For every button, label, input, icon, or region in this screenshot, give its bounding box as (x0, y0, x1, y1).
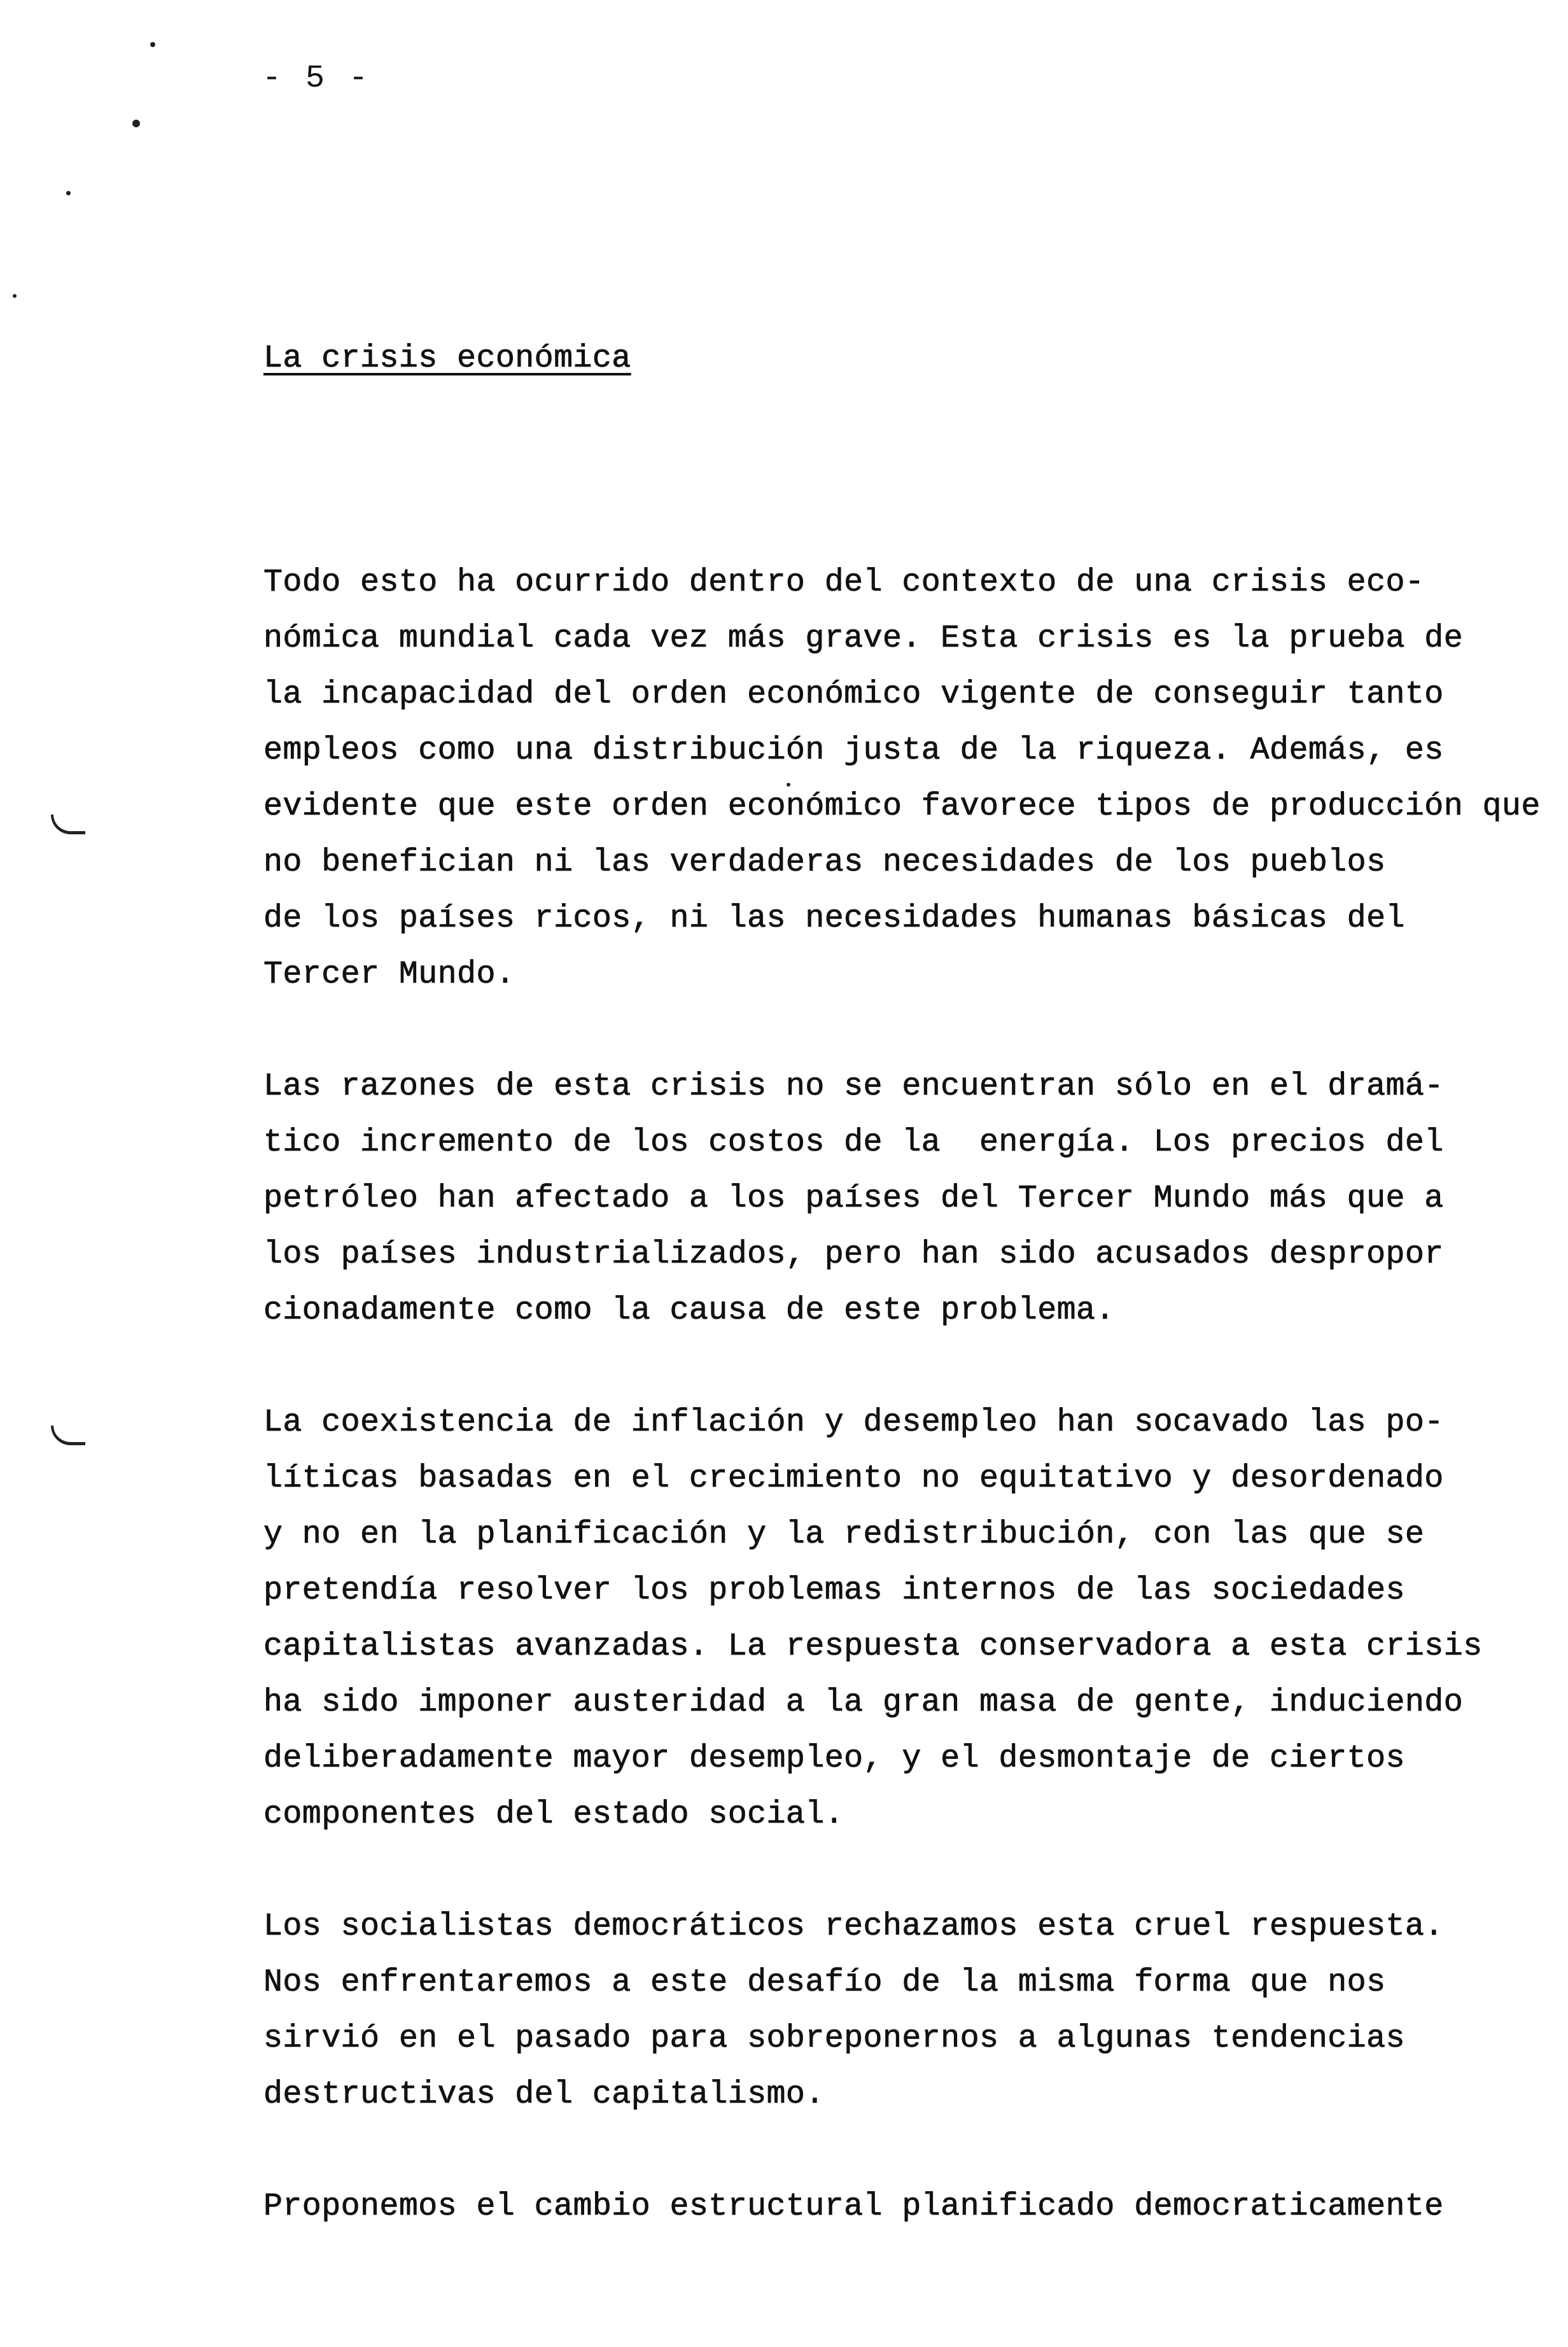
paragraph (263, 1059, 1541, 1339)
text-line: no benefician ni las verdaderas necesidades de los pueblos (263, 844, 1386, 881)
margin-speck (13, 294, 17, 298)
margin-speck (66, 191, 71, 195)
text-line: Todo esto ha ocurrido dentro del contexto de una crisis eco- (263, 564, 1425, 601)
text-line: nómica mundial cada vez más grave. Esta crisis es la prueba de (263, 620, 1464, 657)
text-line: tico incremento de los costos de la energía. Los precios del (263, 1124, 1444, 1161)
text-line: líticas basadas en el crecimiento no equitativo y desordenado (263, 1461, 1444, 1497)
text-line: componentes del estado social. (263, 1797, 844, 1833)
text-line: sirvió en el pasado para sobreponernos a algunas tendencias (263, 2021, 1405, 2057)
document-body (263, 219, 1541, 2347)
page-number: - 5 - (262, 60, 371, 97)
text-line: evidente que este orden económico favorece tipos de producción que (263, 788, 1541, 825)
margin-speck (132, 120, 140, 127)
margin-speck (150, 42, 155, 47)
text-line: y no en la planificación y la redistribución, con las que se (263, 1517, 1425, 1553)
text-line: Nos enfrentaremos a este desafío de la misma forma que nos (263, 1965, 1386, 2001)
paragraph (263, 1899, 1541, 2123)
paragraph (263, 2179, 1541, 2235)
text-line: deliberadamente mayor desempleo, y el desmontaje de ciertos (263, 1741, 1405, 1777)
text-line: los países industrializados, pero han sido acusados despropor (263, 1237, 1444, 1273)
text-line: petróleo han afectado a los países del Tercer Mundo más que a (263, 1181, 1444, 1217)
hole-punch-mark (51, 815, 85, 834)
paragraph (263, 555, 1541, 1003)
text-line: destructivas del capitalismo. (263, 2077, 825, 2113)
text-line: cionadamente como la causa de este problema. (263, 1293, 1115, 1329)
hole-punch-mark (51, 1426, 85, 1445)
text-line: Proponemos el cambio estructural planificado democraticamente (263, 2189, 1444, 2225)
text-line: La coexistencia de inflación y desempleo han socavado las po- (263, 1405, 1444, 1441)
text-line: capitalistas avanzadas. La respuesta conservadora a esta crisis (263, 1629, 1483, 1665)
text-line: Tercer Mundo. (263, 956, 515, 993)
section-heading: La crisis económica (263, 340, 631, 377)
text-line: de los países ricos, ni las necesidades humanas básicas del (263, 900, 1405, 937)
text-line: Los socialistas democráticos rechazamos esta cruel respuesta. (263, 1909, 1444, 1945)
paragraph (263, 1395, 1541, 1843)
text-line: empleos como una distribución justa de la riqueza. Además, es (263, 732, 1444, 769)
text-line: ha sido imponer austeridad a la gran masa de gente, induciendo (263, 1685, 1464, 1721)
text-line: pretendía resolver los problemas internos de las sociedades (263, 1573, 1405, 1609)
text-line: la incapacidad del orden económico vigente de conseguir tanto (263, 676, 1444, 713)
text-line: Las razones de esta crisis no se encuentran sólo en el dramá- (263, 1068, 1444, 1105)
